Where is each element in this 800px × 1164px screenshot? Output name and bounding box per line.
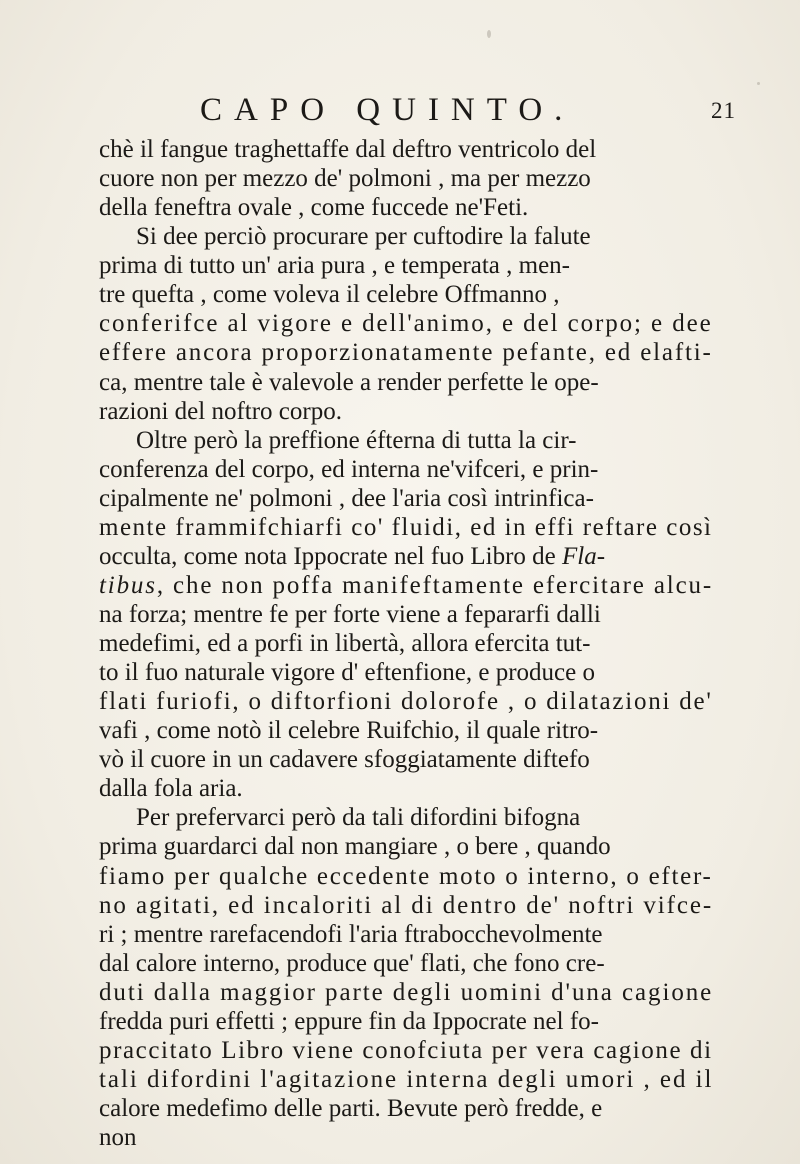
text-line: praccitato Libro viene conofciuta per vera cagione di: [99, 1036, 713, 1064]
paper-speck: [757, 82, 760, 85]
text-line: fredda puri effetti ; eppure fin da Ippocrate nel fo-: [99, 1007, 599, 1035]
text-line: flati furiofi, o diftorfioni dolorofe , o dilatazioni de': [99, 688, 713, 716]
text-line: conferenza del corpo, ed interna ne'vifceri, e prin-: [99, 455, 599, 483]
text-line: duti dalla maggior parte degli uomini d'una cagione: [99, 978, 714, 1006]
text-line: ri ; mentre rarefacendofi l'aria ftrabocchevolmente: [99, 920, 603, 948]
text-line: razioni del noftro corpo.: [99, 397, 342, 425]
text-line: prima guardarci dal non mangiare , o bere , quando: [99, 833, 611, 861]
text-line: Per prefervarci però da tali difordini bifogna: [136, 804, 581, 832]
page-header: [0, 92, 800, 132]
text-line: mente frammifchiarfi co' fluidi, ed in effi reftare così: [99, 513, 713, 541]
catchword: non: [99, 1124, 137, 1151]
text-line: ca, mentre tale è valevole a render perfette le ope-: [99, 368, 599, 396]
text-line: vò il cuore in un cadavere sfoggiatamente diftefo: [99, 746, 590, 774]
text-line: to il fuo naturale vigore d' eftenfione, e produce o: [99, 659, 595, 687]
text-line: chè il fangue traghettaffe dal deftro ventricolo del: [99, 136, 597, 163]
text-line: prima di tutto un' aria pura , e temperata , men-: [99, 252, 570, 280]
text-line: dal calore interno, produce que' flati, che fono cre-: [99, 949, 605, 977]
text-line: na forza; mentre fe per forte viene a fepararfi dalli: [99, 600, 601, 628]
text-line: occulta, come nota Ippocrate nel fuo Libro de Fla-: [99, 542, 606, 570]
book-title-italic: tibus: [99, 571, 157, 599]
text-line: Oltre però la preffione éfterna di tutta la cir-: [136, 426, 577, 454]
text-line: Si dee perciò procurare per cuftodire la falute: [136, 223, 591, 251]
text-line: tibus, che non poffa manifeftamente efercitare alcu-: [99, 571, 714, 599]
text-line: calore medefimo delle parti. Bevute però fredde, e: [99, 1094, 603, 1122]
text-line: conferifce al vigore e dell'animo, e del corpo; e dee: [99, 310, 713, 338]
text-line: tre quefta , come voleva il celebre Offmanno ,: [99, 281, 560, 309]
page-number: 21: [711, 98, 736, 123]
text-line: cipalmente ne' polmoni , dee l'aria così intrinfica-: [99, 484, 594, 512]
text-line: cuore non per mezzo de' polmoni , ma per mezzo: [99, 165, 591, 193]
text-line: dalla fola aria.: [99, 775, 243, 803]
running-head: CAPO QUINTO.: [200, 92, 575, 128]
text-line: fiamo per qualche eccedente moto o interno, o efter-: [99, 862, 713, 890]
paper-speck: [487, 30, 491, 38]
text-line: tali difordini l'agitazione interna degli umori , ed il: [99, 1065, 714, 1093]
text-line: vafi , come notò il celebre Ruifchio, il quale ritro-: [99, 717, 599, 745]
book-title-italic: Fla-: [562, 542, 606, 570]
text-line: effere ancora proporzionatamente pefante, ed elafti-: [99, 339, 713, 367]
text-line: medefimi, ed a porfi in libertà, allora efercita tut-: [99, 630, 591, 657]
text-line: della feneftra ovale , come fuccede ne'Feti.: [99, 194, 529, 222]
text-line: no agitati, ed incaloriti al di dentro de' noftri vifce-: [99, 891, 714, 919]
